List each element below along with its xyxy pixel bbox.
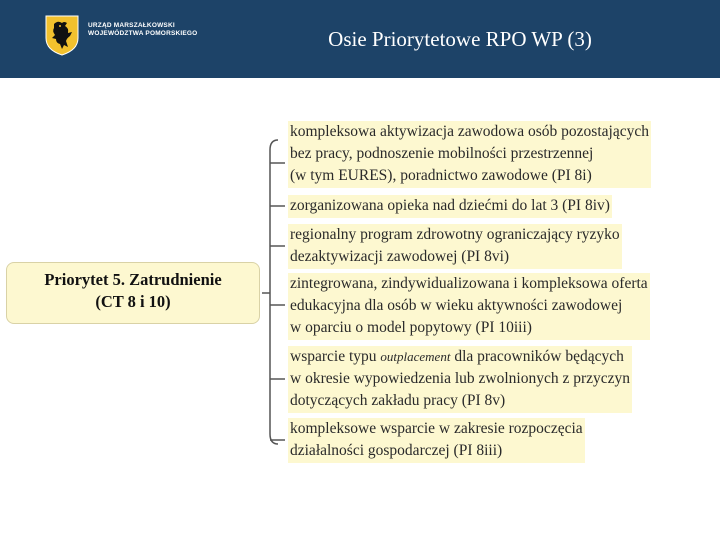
priority-subtitle: (CT 8 i 10)	[95, 292, 171, 311]
priority-title: Priorytet 5. Zatrudnienie	[44, 270, 222, 289]
diagram-item	[288, 418, 585, 463]
diagram-item	[288, 195, 612, 218]
priority-box	[6, 262, 260, 324]
organization-name-line2: WOJEWÓDZTWA POMORSKIEGO	[88, 30, 198, 37]
item-text-line: bez pracy, podnoszenie mobilności przestrzennej	[290, 145, 594, 162]
item-text-line: dezaktywizacji zawodowej (PI 8vi)	[290, 248, 510, 265]
item-text-line: zorganizowana opieka nad dziećmi do lat 3 (PI 8iv)	[290, 197, 610, 214]
item-text-segment: dla pracowników będących	[450, 348, 624, 365]
item-text-line: zintegrowana, zindywidualizowana i kompleksowa oferta	[290, 275, 648, 292]
item-text-segment: wsparcie typu	[290, 348, 381, 365]
item-text-emphasis: outplacement	[380, 349, 451, 364]
slide-title: Osie Priorytetowe RPO WP (3)	[328, 27, 592, 51]
item-text-line: w oparciu o model popytowy (PI 10iii)	[290, 319, 532, 336]
item-text-line: regionalny program zdrowotny ograniczający ryzyko	[290, 226, 620, 243]
item-text-line: działalności gospodarczej (PI 8iii)	[290, 442, 503, 459]
diagram-item	[288, 273, 650, 340]
branch-spine	[270, 140, 278, 444]
item-text-line: dotyczących zakładu pracy (PI 8v)	[290, 392, 506, 409]
diagram-item	[288, 121, 651, 188]
diagram-item	[288, 346, 632, 413]
item-text-line: (w tym EURES), poradnictwo zawodowe (PI 8i)	[290, 167, 592, 184]
organization-name-line1: URZĄD MARSZAŁKOWSKI	[88, 22, 175, 29]
diagram-item	[288, 224, 622, 269]
item-text-line: w okresie wypowiedzenia lub zwolnionych z przyczyn	[290, 370, 631, 387]
item-text-line: kompleksowe wsparcie w zakresie rozpoczęcia	[290, 420, 583, 437]
item-text-line	[290, 346, 630, 368]
item-text-line: edukacyjna dla osób w wieku aktywności zawodowej	[290, 297, 623, 314]
item-text-line: kompleksowa aktywizacja zawodowa osób pozostających	[290, 123, 649, 140]
